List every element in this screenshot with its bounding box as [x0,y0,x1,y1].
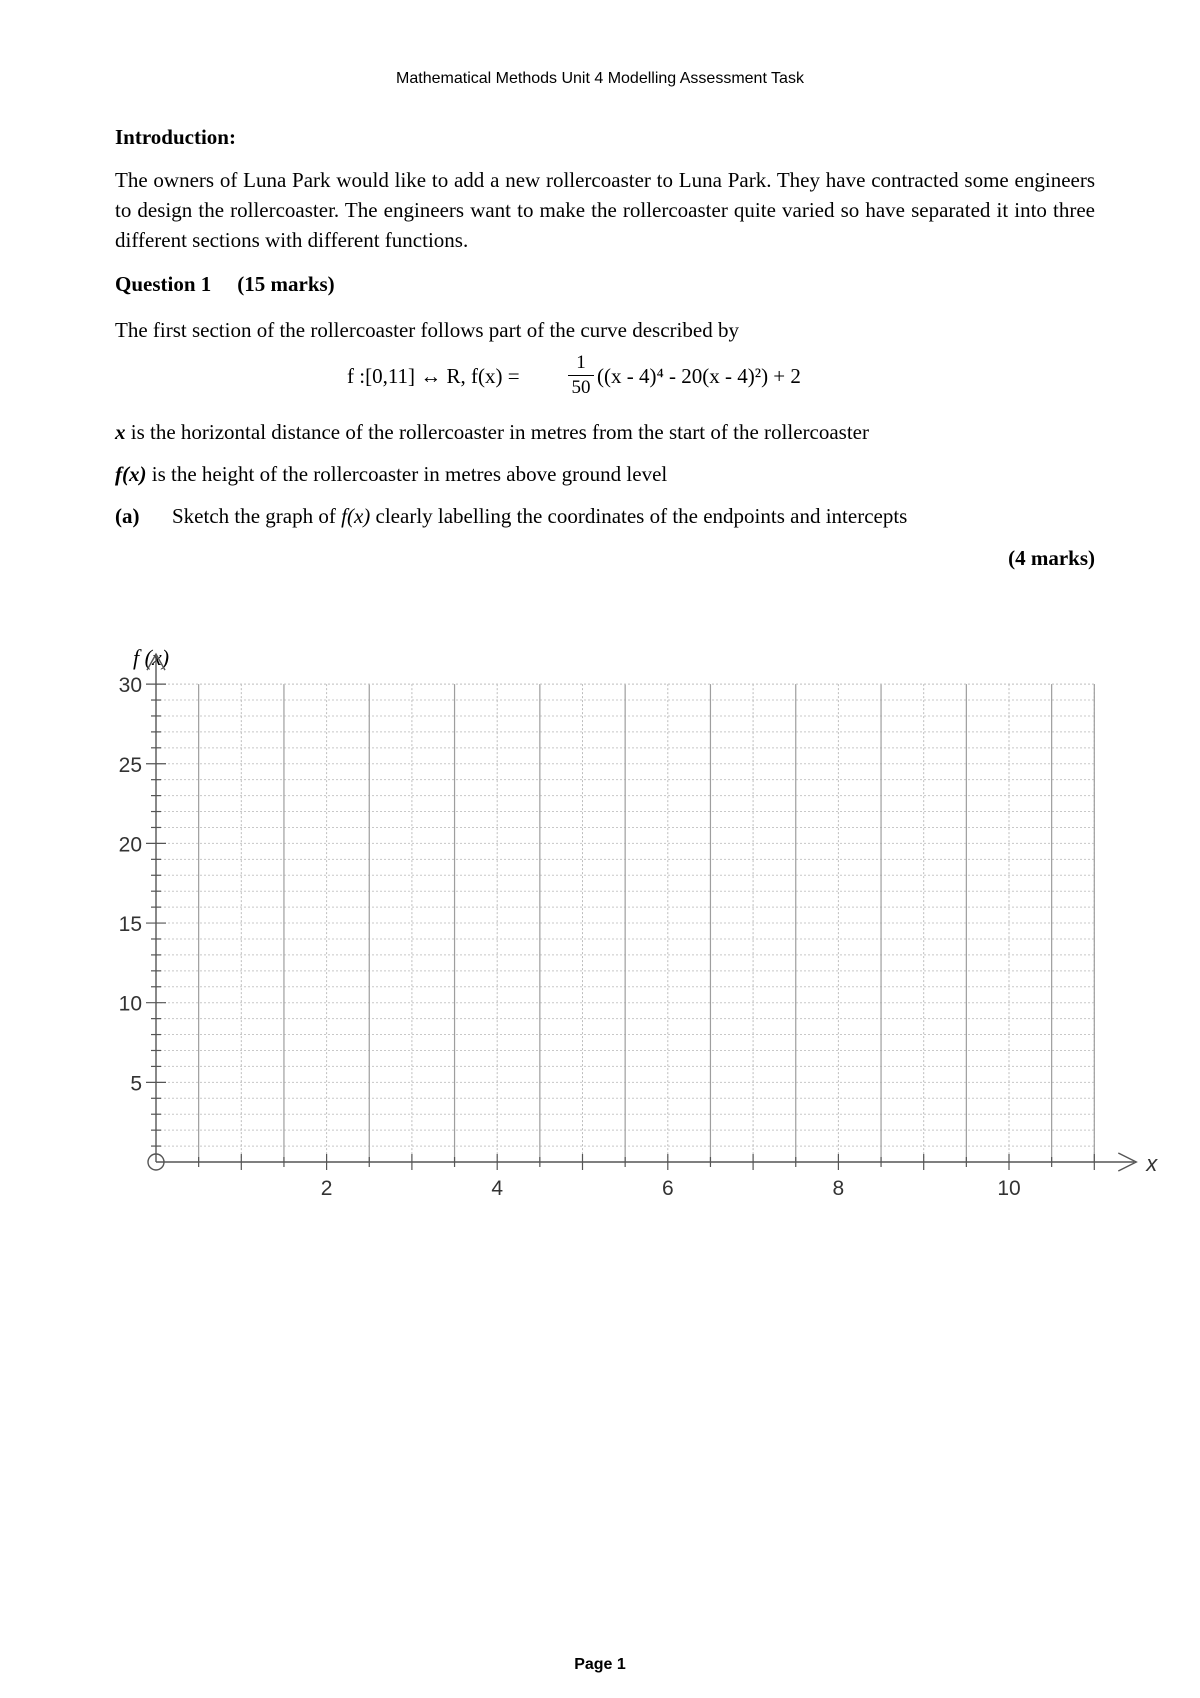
sketch-grid[interactable] [100,674,1158,1310]
fx-definition [115,459,1095,489]
formula-left: f :[0,11] ↔ R, f(x) = [347,364,520,388]
fraction-numerator: 1 [568,351,594,376]
y-tick-label: 20 [118,833,142,857]
x-definition-text: is the horizontal distance of the rollercoaster in metres from the start of the rollercoaster [125,420,869,444]
formula-fraction [568,351,594,400]
fx-variable: f(x) [115,462,147,486]
axis-ticks [146,684,1094,1170]
y-tick-label: 5 [130,1072,142,1096]
part-a-variable: f(x) [341,504,371,528]
tick-labels [119,674,1159,1200]
part-a-label: (a) [115,504,140,528]
intro-heading: Introduction: [115,125,236,149]
x-tick-label: 6 [661,1177,674,1200]
y-tick-label: 25 [118,753,142,777]
y-tick-label: 15 [118,913,142,937]
y-tick-label: 10 [118,992,142,1016]
question-1-marks: (15 marks) [237,272,335,296]
intro-text: The owners of Luna Park would like to add a new rollercoaster to Luna Park. They have contracted some engineers to design the rollercoaster. The engineers want to make the rollercoaster quite varied so have separated it into three different sections with different functions. [115,168,1095,252]
question-1-label: Question 1 [115,272,212,296]
fx-definition-text: is the height of the rollercoaster in metres above ground level [146,462,668,486]
formula-right: ((x - 4)⁴ - 20(x - 4)²) + 2 [597,364,801,388]
question-1-lead: The first section of the rollercoaster follows part of the curve described by [115,318,739,342]
x-axis-label: x [1146,1151,1158,1176]
part-a-text-before: Sketch the graph of [172,504,342,528]
function-formula [115,351,1095,407]
part-a [115,501,1095,531]
y-axis-label: f (x) [133,645,170,670]
y-tick-label: 30 [118,674,142,698]
page-header: Mathematical Methods Unit 4 Modelling Assessment Task [396,70,804,87]
x-tick-label: 4 [491,1177,504,1200]
x-definition [115,417,1095,447]
x-tick-label: 2 [320,1177,333,1200]
question-1-heading [115,269,1095,299]
x-tick-label: 10 [997,1177,1021,1200]
document-body [115,122,1095,573]
fraction-denominator: 50 [571,377,591,398]
part-a-text-after: clearly labelling the coordinates of the endpoints and intercepts [370,504,908,528]
x-variable: x [115,420,126,444]
x-tick-label: 8 [832,1177,845,1200]
page-footer: Page 1 [574,1656,626,1673]
part-a-marks: (4 marks) [1008,546,1095,570]
